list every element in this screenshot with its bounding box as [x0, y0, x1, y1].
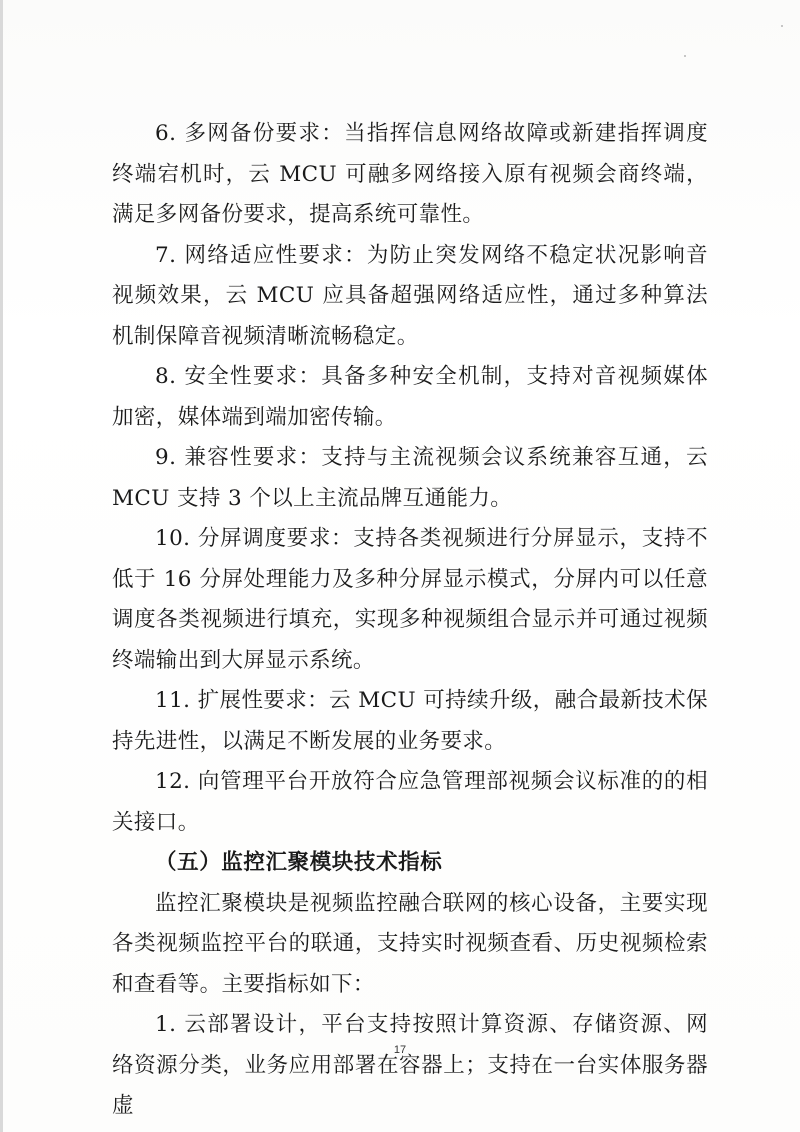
section-heading: （五）监控汇聚模块技术指标	[155, 850, 443, 875]
paragraph-item-1: 1. 云部署设计，平台支持按照计算资源、存储资源、网络资源分类，业务应用部署在容器上；支持在一台实体服务器虚	[112, 1012, 708, 1118]
scan-speck	[781, 25, 783, 27]
paragraph-item-9: 9. 兼容性要求：支持与主流视频会议系统兼容互通，云 MCU 支持 3 个以上主流品牌互通能力。	[112, 445, 708, 511]
paragraph-intro: 监控汇聚模块是视频监控融合联网的核心设备，主要实现各类视频监控平台的联通，支持实时视频查看、历史视频检索和查看等。主要指标如下：	[112, 890, 708, 997]
scan-edge	[0, 0, 3, 1132]
paragraph-item-12: 12. 向管理平台开放符合应急管理部视频会议标准的的相关接口。	[112, 769, 708, 835]
paragraph-item-10: 10. 分屏调度要求：支持各类视频进行分屏显示，支持不低于 16 分屏处理能力及多种分屏显示模式，分屏内可以任意调度各类视频进行填充，实现多种视频组合显示并可通过视频终端输出到大屏显示系统。	[112, 526, 708, 673]
paragraph-item-11: 11. 扩展性要求：云 MCU 可持续升级，融合最新技术保持先进性，以满足不断发展的业务要求。	[112, 688, 708, 754]
document-body	[112, 114, 708, 1127]
page-number: 17	[393, 1044, 407, 1056]
scan-speck	[684, 55, 686, 57]
paragraph-item-6: 6. 多网备份要求：当指挥信息网络故障或新建指挥调度终端宕机时，云 MCU 可融多网络接入原有视频会商终端，满足多网备份要求，提高系统可靠性。	[112, 121, 708, 227]
paragraph-item-8: 8. 安全性要求：具备多种安全机制，支持对音视频媒体加密，媒体端到端加密传输。	[112, 364, 708, 430]
paragraph-item-7: 7. 网络适应性要求：为防止突发网络不稳定状况影响音视频效果，云 MCU 应具备超强网络适应性，通过多种算法机制保障音视频清晰流畅稳定。	[112, 242, 708, 349]
